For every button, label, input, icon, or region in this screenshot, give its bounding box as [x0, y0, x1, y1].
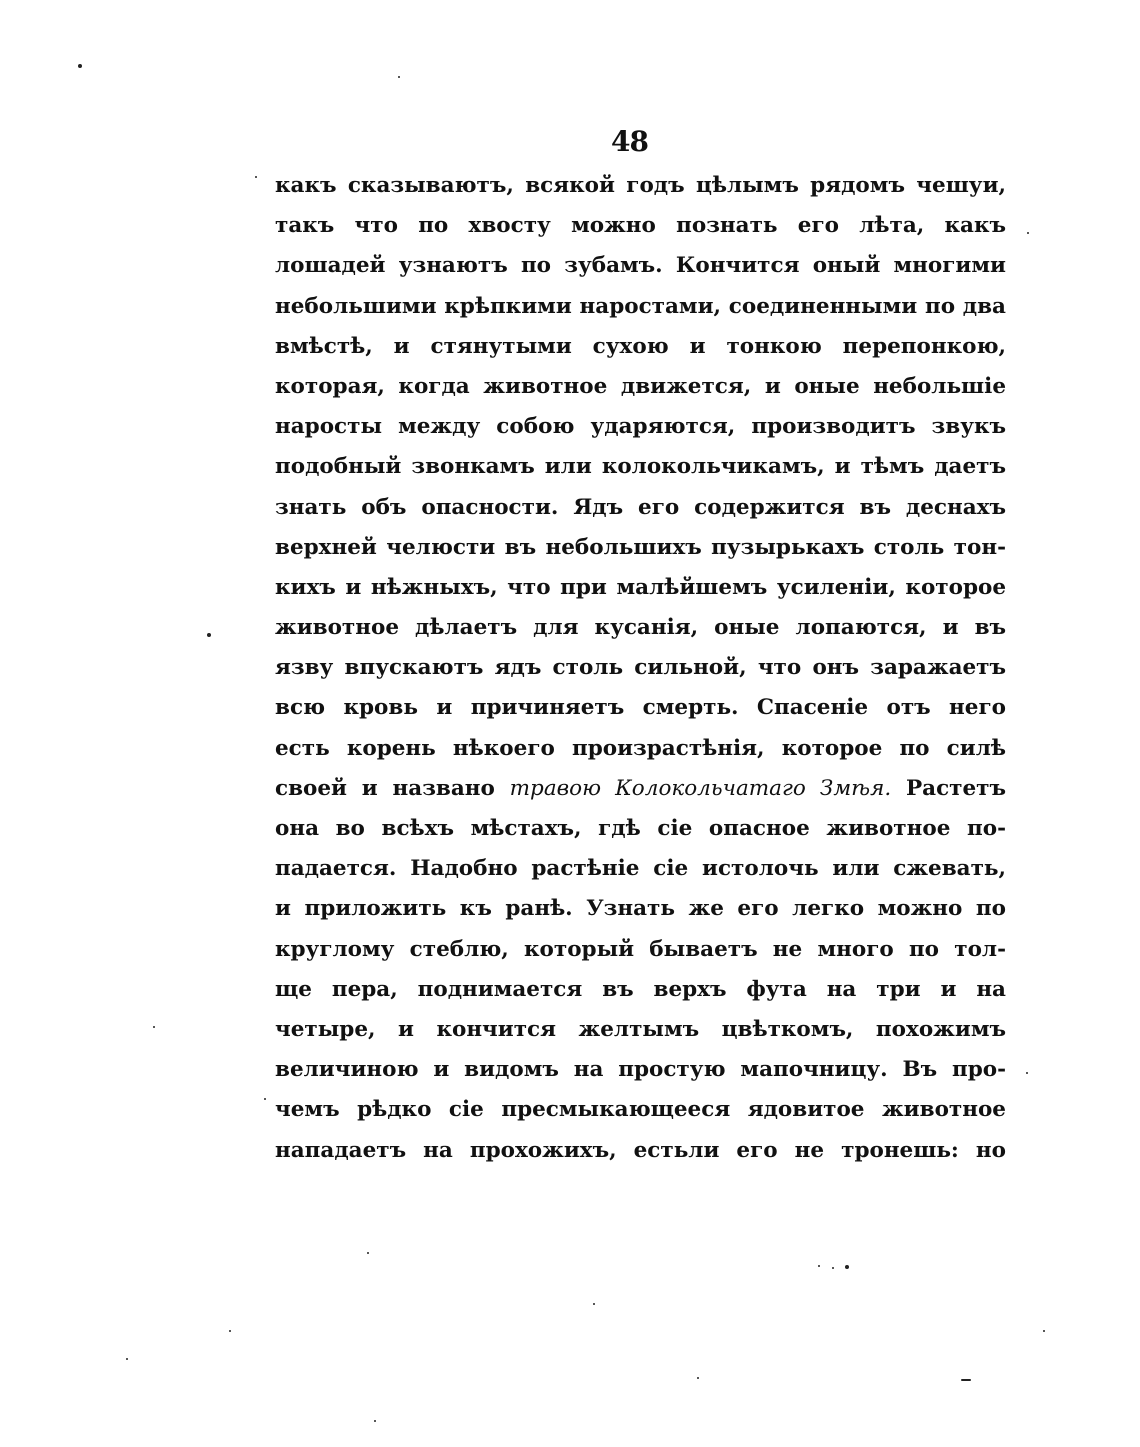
- text-line: чемъ рѣдко сіе пресмыкающееся ядовитое животное: [275, 1097, 1006, 1123]
- italic-plant-name: травою Колокольчатаго Змѣя.: [509, 775, 892, 801]
- text-line: есть корень нѣкоего произрастѣнія, которое по силѣ: [275, 735, 1006, 761]
- text-line: какъ сказываютъ, всякой годъ цѣлымъ рядомъ чешуи,: [275, 173, 1006, 198]
- scan-speck: [367, 1252, 369, 1254]
- body-text: [275, 166, 1006, 1171]
- text-line-with-italic: [275, 769, 1006, 809]
- text-line: лошадей узнаютъ по зубамъ. Кончится оный многими: [275, 253, 1006, 279]
- text-line: и приложить къ ранѣ. Узнать же его легко можно по: [275, 896, 1006, 922]
- text-line: подобный звонкамъ или колокольчикамъ, и тѣмъ даетъ: [275, 454, 1006, 480]
- text-line: она во всѣхъ мѣстахъ, гдѣ сіе опасное животное по-: [275, 816, 1006, 841]
- text-line: четыре, и кончится желтымъ цвѣткомъ, похожимъ: [275, 1016, 1006, 1042]
- text-line: ще пера, поднимается въ верхъ фута на три и на: [275, 976, 1006, 1002]
- scan-speck: [229, 1330, 231, 1332]
- scan-speck: [593, 1303, 595, 1305]
- page-number: 48: [611, 125, 648, 158]
- scan-speck: [832, 1267, 834, 1269]
- text-line: кихъ и нѣжныхъ, что при малѣйшемъ усиленіи, которое: [275, 574, 1006, 600]
- scan-speck: [961, 1379, 971, 1381]
- text-line: величиною и видомъ на простую мапочницу. Въ про-: [275, 1057, 1006, 1083]
- scan-speck: [153, 1026, 155, 1028]
- text-line: наросты между собою ударяются, производитъ звукъ: [275, 414, 1006, 440]
- text-line: всю кровь и причиняетъ смерть. Спасеніе отъ него: [275, 695, 1006, 721]
- text-line: круглому стеблю, который бываетъ не много по тол-: [275, 936, 1006, 962]
- text-line: язву впускаютъ ядъ столь сильной, что онъ заражаетъ: [275, 655, 1006, 681]
- scan-speck: [1043, 1330, 1045, 1332]
- scan-speck: [374, 1420, 376, 1422]
- scan-speck: [697, 1377, 699, 1379]
- scan-speck: [818, 1265, 820, 1267]
- text-segment: своей и названо: [275, 775, 510, 801]
- text-line: верхней челюсти въ небольшихъ пузырькахъ столь тон-: [275, 534, 1006, 560]
- scan-speck: [1026, 1072, 1028, 1074]
- text-line: небольшими крѣпкими наростами, соединенными по два: [275, 293, 1006, 319]
- text-line: такъ что по хвосту можно познать его лѣта, какъ: [275, 213, 1006, 239]
- scan-speck: [264, 1098, 266, 1100]
- text-line: нападаетъ на прохожихъ, естьли его не тронешь: но: [275, 1137, 1006, 1163]
- scan-speck: [207, 633, 211, 637]
- text-line: животное дѣлаетъ для кусанія, оные лопаются, и въ: [275, 615, 1006, 641]
- scan-speck: [126, 1358, 128, 1360]
- scan-speck: [398, 76, 400, 78]
- text-line: которая, когда животное движется, и оные небольшіе: [275, 373, 1006, 399]
- scan-speck: [78, 64, 82, 68]
- text-line: знать объ опасности. Ядъ его содержится въ деснахъ: [275, 494, 1006, 520]
- text-line: вмѣстѣ, и стянутыми сухою и тонкою перепонкою,: [275, 333, 1006, 359]
- text-segment: Растетъ: [891, 775, 1006, 801]
- scan-speck: [845, 1265, 849, 1269]
- text-line: падается. Надобно растѣніе сіе истолочь или сжевать,: [275, 856, 1006, 882]
- scan-speck: [255, 176, 257, 178]
- scan-speck: [1027, 232, 1029, 234]
